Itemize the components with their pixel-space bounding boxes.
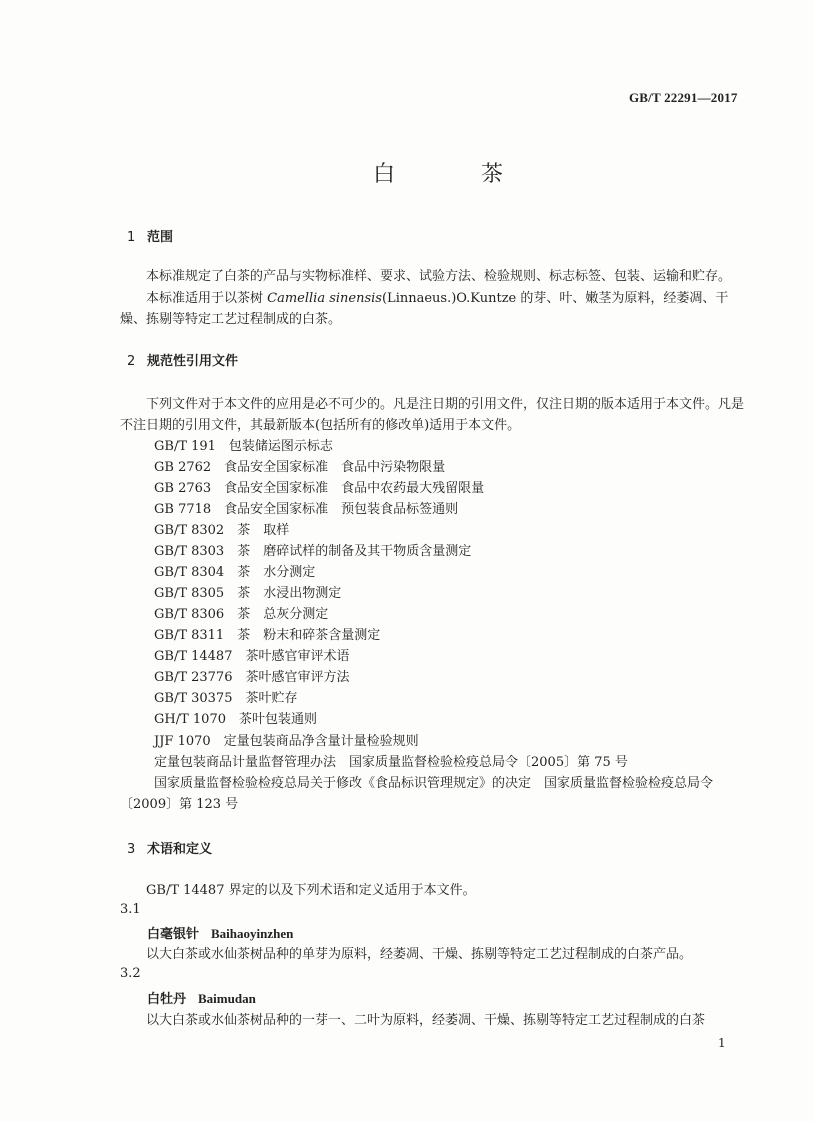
term-definition: 以大白茶或水仙茶树品种的一芽一、二叶为原料，经萎凋、干燥、拣剔等特定工艺过程制成的白茶 (146, 1013, 706, 1028)
ref-item: GB/T 23776 茶叶感官审评方法 (154, 670, 350, 685)
scope-p2-start: 本标准适用于以茶树 (146, 291, 268, 306)
term-heading (147, 988, 256, 1007)
ref-item: GB/T 8302 茶 取样 (154, 523, 290, 538)
ref-item: 定量包装商品计量监督管理办法 国家质量监督检验检疫总局令〔2005〕第 75 号 (154, 755, 628, 770)
section-heading-normative-refs (127, 350, 238, 369)
ref-item: GB/T 8303 茶 磨碎试样的制备及其干物质含量测定 (154, 544, 472, 559)
refs-intro-paragraph: 下列文件对于本文件的应用是必不可少的。凡是注日期的引用文件，仅注日期的版本适用于本文件。凡是不注日期的引用文件，其最新版本(包括所有的修改单)适用于本文件。 (120, 397, 745, 433)
section-number: 2 (127, 354, 136, 369)
ref-item: GB/T 30375 茶叶贮存 (154, 691, 298, 706)
ref-item-last-line-1: 国家质量监督检验检疫总局关于修改《食品标识管理规定》的决定 国家质量监督检验检疫总局令 (154, 776, 714, 791)
ref-item: GB/T 8311 茶 粉末和碎茶含量测定 (154, 628, 381, 643)
ref-item: GB/T 8304 茶 水分测定 (154, 565, 316, 580)
ref-item: GB/T 14487 茶叶感官审评术语 (154, 649, 350, 664)
ref-item: JJF 1070 定量包装商品净含量计量检验规则 (154, 734, 419, 749)
page-title-char-2: 茶 (481, 162, 504, 187)
term-zh: 白毫银针 (147, 927, 200, 942)
terms-intro-paragraph: GB/T 14487 界定的以及下列术语和定义适用于本文件。 (146, 883, 476, 898)
page-title-char-1: 白 (373, 162, 396, 187)
ref-item: GB 2763 食品安全国家标准 食品中农药最大残留限量 (154, 481, 485, 496)
page-number: 1 (718, 1036, 726, 1050)
scope-paragraph-2 (120, 288, 750, 330)
ref-item: GH/T 1070 茶叶包装通则 (154, 712, 317, 727)
term-en: Baimudan (198, 991, 256, 1006)
ref-item-last-line-2: 〔2009〕第 123 号 (120, 797, 239, 812)
standard-number: GB/T 22291—2017 (629, 90, 738, 105)
ref-item: GB/T 8306 茶 总灰分测定 (154, 607, 329, 622)
ref-item: GB 2762 食品安全国家标准 食品中污染物限量 (154, 460, 446, 475)
scope-p2-latin-name: Camellia sinensis (267, 291, 382, 306)
section-title: 规范性引用文件 (147, 354, 239, 369)
section-title: 术语和定义 (147, 842, 213, 857)
section-heading-scope (127, 226, 173, 245)
ref-item: GB/T 191 包装储运图示标志 (154, 439, 333, 454)
ref-item: GB/T 8305 茶 水浸出物测定 (154, 586, 342, 601)
term-number: 3.1 (120, 902, 141, 917)
section-number: 3 (127, 842, 136, 857)
ref-item: GB 7718 食品安全国家标准 预包装食品标签通则 (154, 502, 459, 517)
section-number: 1 (127, 230, 136, 245)
term-en: Baihaoyinzhen (211, 926, 294, 941)
section-title: 范围 (147, 230, 174, 245)
term-zh: 白牡丹 (147, 992, 187, 1007)
section-heading-terms (127, 838, 212, 857)
term-definition: 以大白茶或水仙茶树品种的单芽为原料，经萎凋、干燥、拣剔等特定工艺过程制成的白茶产品。 (146, 947, 693, 962)
scope-p2-end: (Linnaeus.)O.Kuntze 的芽、叶、嫩茎为原料，经萎凋、干燥、拣剔等特定工艺过程制成的白茶。 (120, 291, 729, 327)
term-number: 3.2 (120, 966, 141, 981)
scope-paragraph-1: 本标准规定了白茶的产品与实物标准样、要求、试验方法、检验规则、标志标签、包装、运输和贮存。 (146, 269, 732, 284)
term-heading (147, 923, 293, 942)
